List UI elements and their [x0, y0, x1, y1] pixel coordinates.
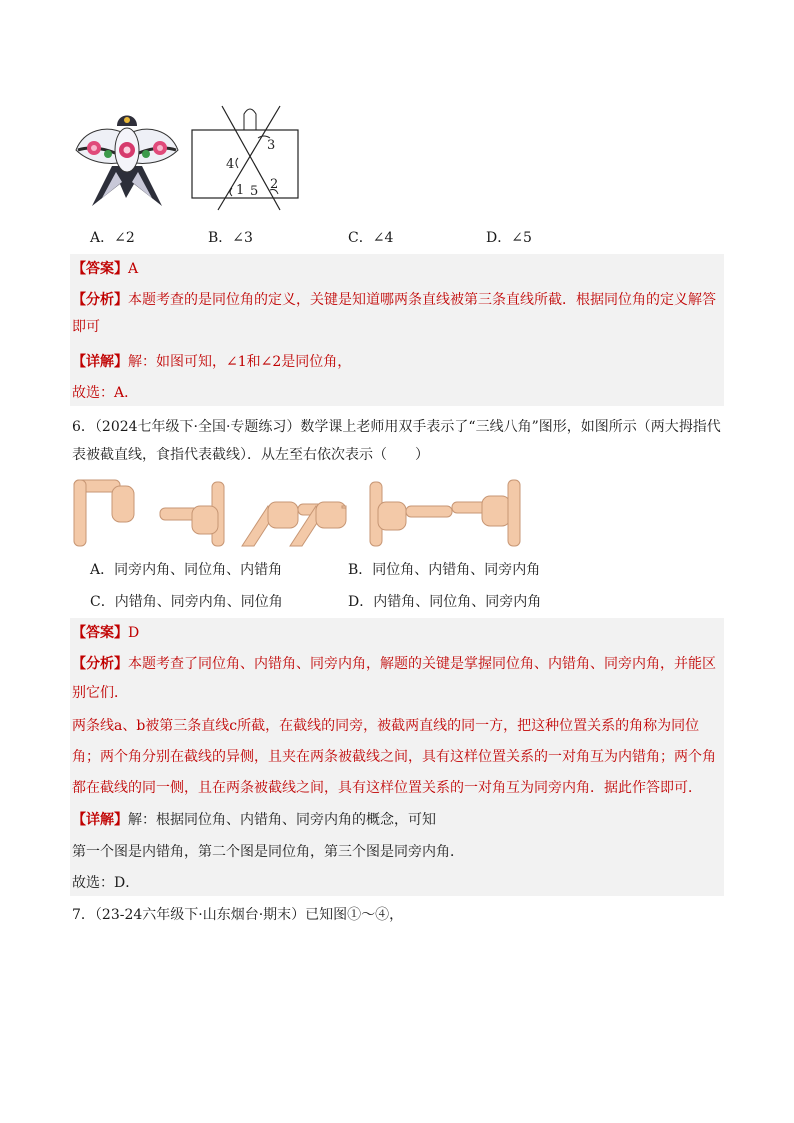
q6-analysis-line2: 别它们． [72, 685, 128, 701]
q6-option-d[interactable]: D．内错角、同位角、同旁内角 [348, 594, 542, 610]
q6-answer-line [72, 624, 139, 642]
q5-analysis-line1 [72, 291, 716, 309]
figure-label-5: 5 [250, 184, 259, 199]
q5-option-c[interactable]: C．∠4 [348, 230, 394, 246]
q6-option-b[interactable]: B．同位角、内错角、同旁内角 [348, 562, 541, 578]
q6-analysis-line1 [72, 655, 716, 673]
q5-detail-line2: 故选：A． [72, 385, 139, 401]
analysis-tag: 【分析】 [72, 656, 128, 672]
figure-label-1: 1 [236, 183, 245, 198]
q6-option-c[interactable]: C．内错角、同旁内角、同位角 [90, 594, 283, 610]
q6-detail-line3: 故选：D． [72, 875, 140, 891]
answer-value: A [128, 261, 139, 277]
figure-label-2: 2 [270, 177, 279, 192]
q6-analysis-line3: 两条线a、b被第三条直线c所截，在截线的同旁，被截两直线的同一方，把这种位置关系的角称为同位 [72, 718, 700, 734]
answer-value: D [128, 625, 140, 641]
q5-answer-line [72, 260, 138, 278]
q5-analysis-line2: 即可 [72, 319, 100, 335]
hand-gestures-image [72, 476, 534, 548]
q5-option-b[interactable]: B．∠3 [208, 230, 253, 246]
kite-image [72, 106, 180, 208]
detail-text: 解：根据同位角、内错角、同旁内角的概念，可知 [128, 812, 436, 828]
analysis-tag: 【分析】 [72, 292, 128, 308]
analysis-text: 本题考查的是同位角的定义，关键是知道哪两条直线被第三条直线所截．根据同位角的定义解答 [128, 292, 716, 308]
q5-option-d[interactable]: D．∠5 [486, 230, 532, 246]
geometry-figure [188, 104, 308, 212]
detail-tag: 【详解】 [72, 354, 128, 370]
q6-stem-line1: 6．（2024七年级下·全国·专题练习）数学课上老师用双手表示了“三线八角”图形，如图所示（两大拇指代 [72, 419, 721, 435]
q6-analysis-line4: 角；两个角分别在截线的异侧，且夹在两条被截线之间，具有这样位置关系的一对角互为内错角；两个角 [72, 749, 716, 765]
q6-analysis-line5: 都在截线的同一侧，且在两条被截线之间，具有这样位置关系的一对角互为同旁内角．据此作答即可． [72, 780, 702, 796]
q5-solution-block [70, 254, 724, 406]
q6-option-a[interactable]: A．同旁内角、同位角、内错角 [90, 562, 283, 578]
detail-text: 解：如图可知，∠1和∠2是同位角， [128, 354, 352, 370]
q7-stem: 7．（23-24六年级下·山东烟台·期末）已知图①～④， [72, 907, 404, 923]
q6-stem-line2: 表被截直线，食指代表截线）．从左至右依次表示（ ） [72, 447, 429, 463]
figure-label-3: 3 [267, 138, 276, 153]
q6-detail-line2: 第一个图是内错角，第二个图是同位角，第三个图是同旁内角． [72, 844, 464, 860]
detail-tag: 【详解】 [72, 812, 128, 828]
answer-tag: 【答案】 [72, 625, 128, 641]
answer-tag: 【答案】 [72, 261, 128, 277]
analysis-text: 本题考查了同位角、内错角、同旁内角，解题的关键是掌握同位角、内错角、同旁内角，并能区 [128, 656, 716, 672]
figure-label-4: 4 [226, 157, 235, 172]
q5-detail-line1 [72, 353, 351, 371]
q5-option-a[interactable]: A．∠2 [90, 230, 135, 246]
q6-detail-line1 [72, 811, 436, 829]
